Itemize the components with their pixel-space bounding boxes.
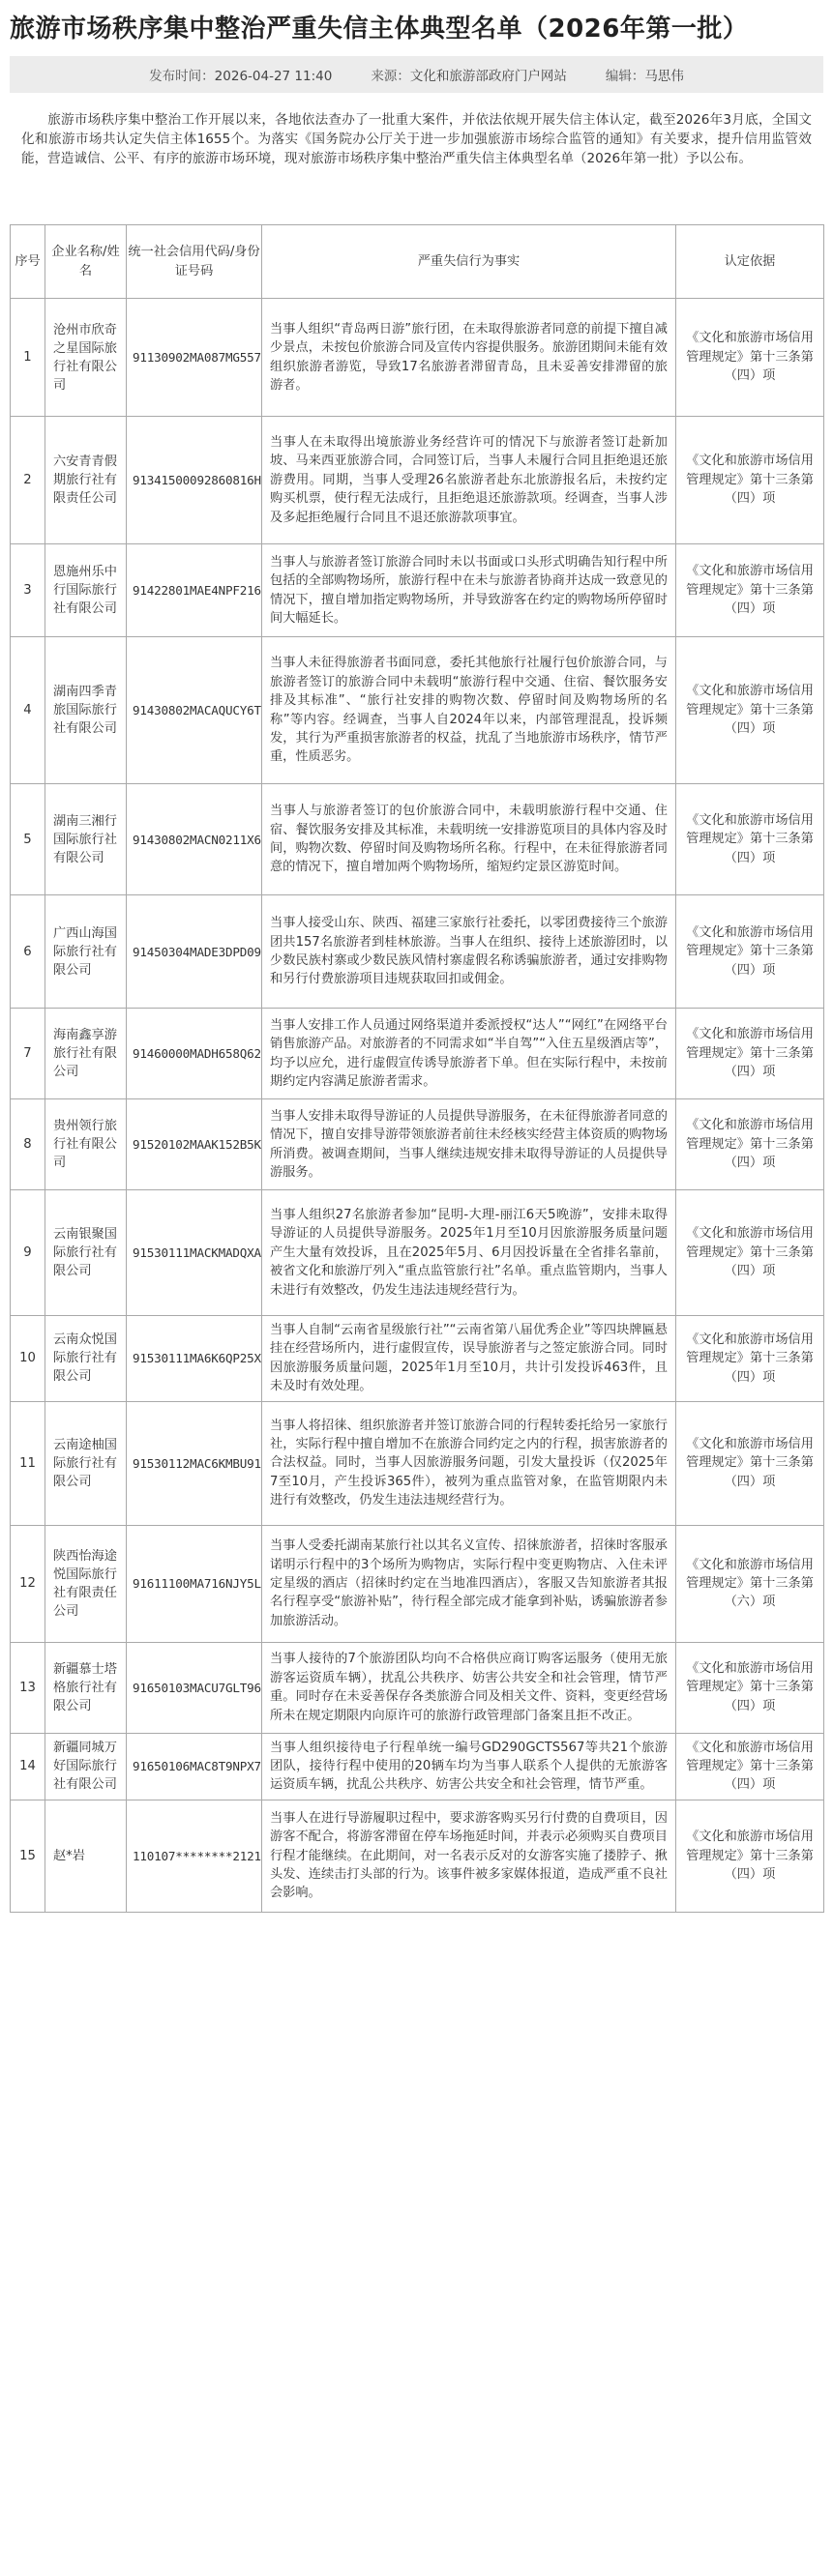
blacklist-table [10,224,824,1913]
cell-name: 贵州领行旅行社有限公司 [45,1099,127,1190]
editor-label: 编辑： [605,69,645,84]
cell-name: 新疆慕士塔格旅行社有限公司 [45,1642,127,1733]
cell-name: 云南银聚国际旅行社有限公司 [45,1190,127,1316]
meta-bar [10,56,823,93]
cell-basis: 《文化和旅游市场信用管理规定》第十三条第（四）项 [676,1642,824,1733]
table-row [11,1525,824,1642]
editor-value: 马思伟 [644,69,684,84]
cell-name: 湖南四季青旅国际旅行社有限公司 [45,637,127,784]
cell-name: 陕西怡海途悦国际旅行社有限责任公司 [45,1525,127,1642]
table-row [11,1642,824,1733]
cell-code: 91450304MADE3DPD09 [127,895,262,1009]
cell-no: 5 [11,784,45,895]
table-row [11,1099,824,1190]
cell-name: 恩施州乐中行国际旅行社有限公司 [45,544,127,637]
cell-basis: 《文化和旅游市场信用管理规定》第十三条第（四）项 [676,299,824,417]
cell-desc: 当事人在进行导游履职过程中，要求游客购买另行付费的自费项目，因游客不配合，将游客滞留在停车场拖延时间，并表示必须购买自费项目行程才能继续。在此期间，对一名表示反对的女游客实施了搂脖子、揪头发、连续击打头部的行为。该事件被多家媒体报道，造成严重不良社会影响。 [262,1800,676,1912]
source [371,65,567,84]
cell-no: 14 [11,1733,45,1800]
cell-desc: 当事人自制“云南省星级旅行社”“云南省第八届优秀企业”等四块牌匾悬挂在经营场所内，进行虚假宣传，误导旅游者与之签定旅游合同。同时因旅游服务质量问题，2025年1月至10月，共计引发投诉463件，且未及时有效处理。 [262,1316,676,1402]
cell-code: 91530111MACKMADQXA [127,1190,262,1316]
cell-no: 1 [11,299,45,417]
header-no: 序号 [11,225,45,299]
cell-no: 2 [11,417,45,544]
cell-basis: 《文化和旅游市场信用管理规定》第十三条第（四）项 [676,637,824,784]
cell-no: 11 [11,1401,45,1525]
cell-basis: 《文化和旅游市场信用管理规定》第十三条第（四）项 [676,1401,824,1525]
cell-code: 91650106MAC8T9NPX7 [127,1733,262,1800]
table-row [11,1190,824,1316]
cell-basis: 《文化和旅游市场信用管理规定》第十三条第（四）项 [676,417,824,544]
header-basis: 认定依据 [676,225,824,299]
cell-desc: 当事人安排未取得导游证的人员提供导游服务，在未征得旅游者同意的情况下，擅自安排导游带领旅游者前往未经核实经营主体资质的购物场所消费。被调查期间，当事人继续违规安排未取得导游证的人员提供导游服务。 [262,1099,676,1190]
cell-desc: 当事人组织接待电子行程单统一编号GD290GCTS567等共21个旅游团队，接待行程中使用的20辆车均为当事人联系个人提供的无旅游客运资质车辆，扰乱公共秩序、妨害公共安全和社会管理，情节严重。 [262,1733,676,1800]
cell-code: 91520102MAAK152B5K [127,1099,262,1190]
cell-no: 9 [11,1190,45,1316]
cell-no: 7 [11,1009,45,1099]
cell-code: 91341500092860816H [127,417,262,544]
cell-desc: 当事人受委托湖南某旅行社以其名义宣传、招徕旅游者，招徕时客服承诺明示行程中的3个场所为购物店，实际行程中变更购物店、入住未评定星级的酒店（招徕时约定在当地准四酒店），客服又告知旅游者其报名行程享受“旅游补贴”，待行程全部完成才能拿到补贴，诱骗旅游者参加旅游活动。 [262,1525,676,1642]
cell-name: 湖南三湘行国际旅行社有限公司 [45,784,127,895]
cell-basis: 《文化和旅游市场信用管理规定》第十三条第（四）项 [676,544,824,637]
cell-code: 91611100MA716NJY5L [127,1525,262,1642]
cell-desc: 当事人安排工作人员通过网络渠道并委派授权“达人”“网红”在网络平台销售旅游产品。对旅游者的不同需求如“半自驾”“入住五星级酒店等”，均予以应允，进行虚假宣传诱导旅游者下单。但在实际行程中，未按前期约定内容满足旅游者需求。 [262,1009,676,1099]
cell-no: 10 [11,1316,45,1402]
cell-code: 91460000MADH658Q62 [127,1009,262,1099]
cell-no: 15 [11,1800,45,1912]
cell-name: 赵*岩 [45,1800,127,1912]
cell-name: 沧州市欣奇之星国际旅行社有限公司 [45,299,127,417]
cell-no: 6 [11,895,45,1009]
cell-desc: 当事人未征得旅游者书面同意，委托其他旅行社履行包价旅游合同，与旅游者签订的旅游合同中未载明“旅游行程中交通、住宿、餐饮服务安排及其标准”、“旅行社安排的购物次数、停留时间及购物场所的名称”等内容。经调查，当事人自2024年以来，内部管理混乱，投诉频发，其行为严重损害旅游者的权益，扰乱了当地旅游市场秩序，情节严重，性质恶劣。 [262,637,676,784]
header-name: 企业名称/姓名 [45,225,127,299]
editor [606,65,684,84]
cell-desc: 当事人组织“青岛两日游”旅行团，在未取得旅游者同意的前提下擅自减少景点，未按包价旅游合同及宣传内容提供服务。旅游团期间未能有效组织旅游者游览，导致17名旅游者滞留青岛，且未妥善安排滞留的旅游者。 [262,299,676,417]
cell-code: 91530112MAC6KMBU91 [127,1401,262,1525]
table-body [11,299,824,1913]
cell-desc: 当事人与旅游者签订的包价旅游合同中，未载明旅游行程中交通、住宿、餐饮服务安排及其标准，未载明统一安排游览项目的具体内容及时间，购物次数、停留时间及购物场所名称。行程中，在未征得旅游者同意的情况下，擅自增加两个购物场所，缩短约定景区游览时间。 [262,784,676,895]
table-row [11,1800,824,1912]
source-value: 文化和旅游部政府门户网站 [409,69,567,84]
table-row [11,1733,824,1800]
cell-name: 广西山海国际旅行社有限公司 [45,895,127,1009]
cell-code: 91430802MACN0211X6 [127,784,262,895]
cell-no: 3 [11,544,45,637]
intro-paragraph: 旅游市场秩序集中整治工作开展以来，各地依法查办了一批重大案件，并依法依规开展失信主体认定，截至2026年3月底，全国文化和旅游市场共认定失信主体1655个。为落实《国务院办公厅关于进一步加强旅游市场综合监管的通知》有关要求，提升信用监管效能，营造诚信、公平、有序的旅游市场环境，现对旅游市场秩序集中整治严重失信主体典型名单（2026年第一批）予以公布。 [21,112,812,166]
cell-desc: 当事人接受山东、陕西、福建三家旅行社委托，以零团费接待三个旅游团共157名旅游者到桂林旅游。当事人在组织、接待上述旅游团时，以少数民族村寨或少数民族风情村寨虚假名称诱骗旅游者，通过安排购物和另行付费旅游项目违规获取回扣或佣金。 [262,895,676,1009]
cell-code: 91422801MAE4NPF216 [127,544,262,637]
table-row [11,299,824,417]
table-row [11,784,824,895]
publish-time [149,65,332,84]
cell-no: 8 [11,1099,45,1190]
cell-no: 4 [11,637,45,784]
cell-basis: 《文化和旅游市场信用管理规定》第十三条第（四）项 [676,1733,824,1800]
table-row [11,637,824,784]
cell-no: 12 [11,1525,45,1642]
cell-desc: 当事人与旅游者签订旅游合同时未以书面或口头形式明确告知行程中所包括的全部购物场所，旅游行程中在未与旅游者协商并达成一致意见的情况下，擅自增加指定购物场所，并导致游客在约定的购物场所停留时间大幅延长。 [262,544,676,637]
cell-name: 六安青青假期旅行社有限责任公司 [45,417,127,544]
cell-basis: 《文化和旅游市场信用管理规定》第十三条第（四）项 [676,1009,824,1099]
cell-desc: 当事人在未取得出境旅游业务经营许可的情况下与旅游者签订赴新加坡、马来西亚旅游合同，合同签订后，当事人未履行合同且拒绝退还旅游费用。同期，当事人受理26名旅游者赴东北旅游报名后，未按约定购买机票，使行程无法成行，且拒绝退还旅游款项。经调查，当事人涉及多起拒绝履行合同且不退还旅游款项事宜。 [262,417,676,544]
cell-name: 云南众悦国际旅行社有限公司 [45,1316,127,1402]
cell-basis: 《文化和旅游市场信用管理规定》第十三条第（四）项 [676,895,824,1009]
header-code: 统一社会信用代码/身份证号码 [127,225,262,299]
cell-desc: 当事人组织27名旅游者参加“昆明-大理-丽江6天5晚游”，安排未取得导游证的人员提供导游服务。2025年1月至10月因旅游服务质量问题产生大量有效投诉，且在2025年5月、6月因投诉量在全省排名靠前，被省文化和旅游厅列入“重点监管旅行社”名单。重点监管期内，当事人未进行有效整改，仍发生违法违规经营行为。 [262,1190,676,1316]
publish-time-value: 2026-04-27 11:40 [214,69,333,84]
cell-no: 13 [11,1642,45,1733]
header-desc: 严重失信行为事实 [262,225,676,299]
table-row [11,1316,824,1402]
cell-code: 91530111MA6K6QP25X [127,1316,262,1402]
source-label: 来源： [371,69,410,84]
cell-desc: 当事人接待的7个旅游团队均向不合格供应商订购客运服务（使用无旅游客运资质车辆），扰乱公共秩序、妨害公共安全和社会管理，情节严重。同时存在未妥善保存各类旅游合同及相关文件、资料，变更经营场所未在规定期限内向原许可的旅游行政管理部门备案且拒不改正。 [262,1642,676,1733]
cell-code: 91430802MACAQUCY6T [127,637,262,784]
cell-name: 云南途柚国际旅行社有限公司 [45,1401,127,1525]
table-header-row [11,225,824,299]
cell-basis: 《文化和旅游市场信用管理规定》第十三条第（六）项 [676,1525,824,1642]
cell-basis: 《文化和旅游市场信用管理规定》第十三条第（四）项 [676,1316,824,1402]
table-row [11,1009,824,1099]
cell-name: 海南鑫享游旅行社有限公司 [45,1009,127,1099]
table-row [11,1401,824,1525]
cell-code: 91130902MA087MG557 [127,299,262,417]
cell-basis: 《文化和旅游市场信用管理规定》第十三条第（四）项 [676,1190,824,1316]
cell-basis: 《文化和旅游市场信用管理规定》第十三条第（四）项 [676,784,824,895]
table-row [11,417,824,544]
cell-desc: 当事人将招徕、组织旅游者并签订旅游合同的行程转委托给另一家旅行社，实际行程中擅自增加不在旅游合同约定之内的行程，损害旅游者的合法权益。同时，当事人因旅游服务问题，引发大量投诉（仅2025年7至10月，产生投诉365件），被列为重点监管对象，在监管期限内未进行有效整改，仍发生违法违规经营行为。 [262,1401,676,1525]
cell-name: 新疆同城万好国际旅行社有限公司 [45,1733,127,1800]
cell-basis: 《文化和旅游市场信用管理规定》第十三条第（四）项 [676,1099,824,1190]
cell-code: 110107********2121 [127,1800,262,1912]
cell-code: 91650103MACU7GLT96 [127,1642,262,1733]
cell-basis: 《文化和旅游市场信用管理规定》第十三条第（四）项 [676,1800,824,1912]
table-row [11,895,824,1009]
page-title: 旅游市场秩序集中整治严重失信主体典型名单（2026年第一批） [10,15,749,44]
table-row [11,544,824,637]
publish-time-label: 发布时间： [149,69,215,84]
